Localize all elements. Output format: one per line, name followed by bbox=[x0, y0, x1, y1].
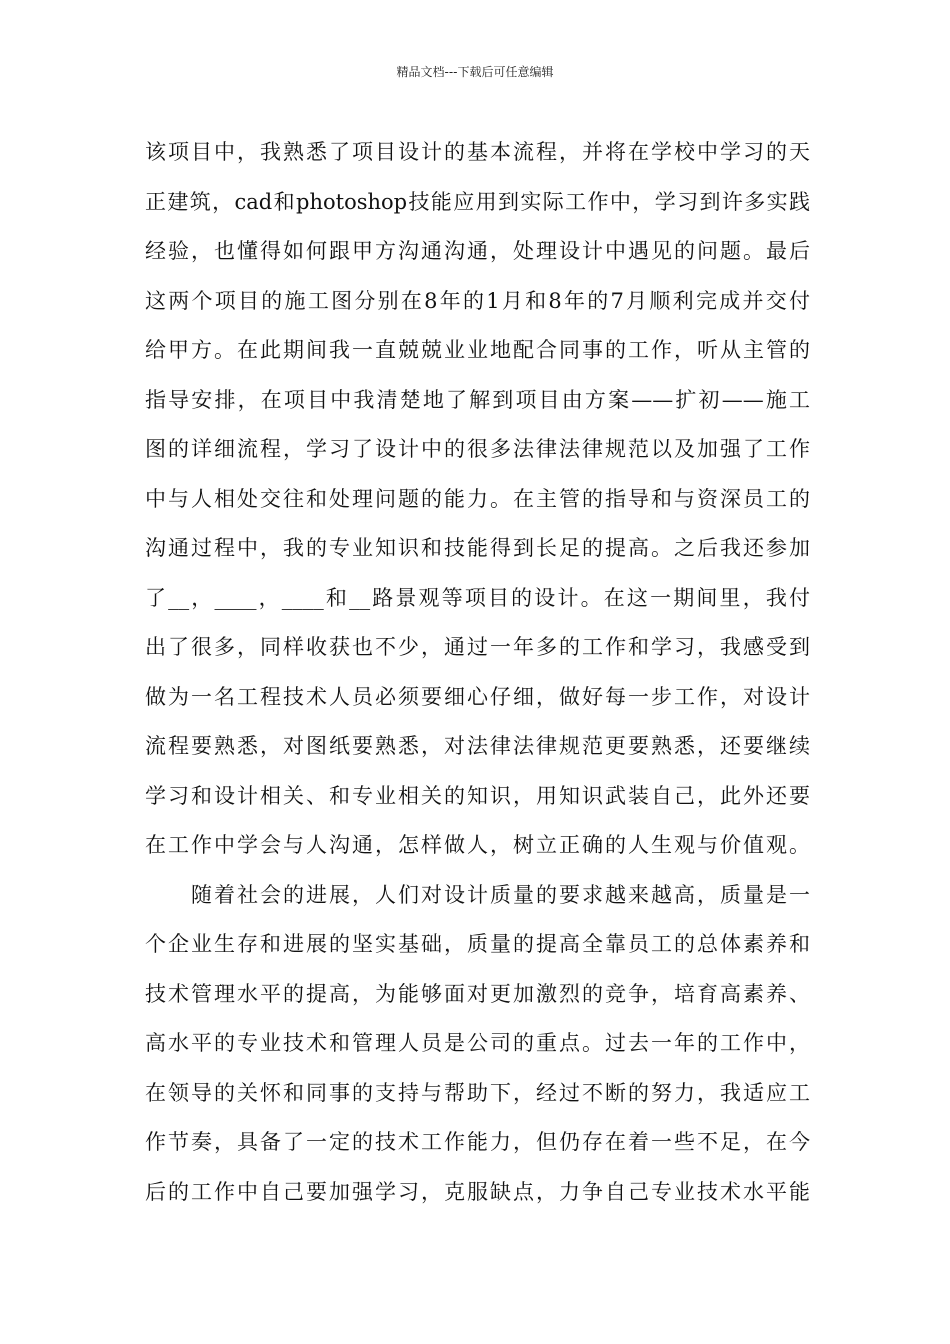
text-line: 给甲方。在此期间我一直兢兢业业地配合同事的工作，听从主管的 bbox=[145, 338, 810, 362]
text-line: 经验，也懂得如何跟甲方沟通沟通，处理设计中遇见的问题。最后 bbox=[145, 239, 810, 263]
text-line: 学习和设计相关、和专业相关的知识，用知识武装自己，此外还要 bbox=[145, 783, 810, 808]
paragraph-2 bbox=[145, 871, 810, 1218]
text-line: 图的详细流程，学习了设计中的很多法律法律规范以及加强了工作 bbox=[145, 437, 810, 461]
text-line: 沟通过程中，我的专业知识和技能得到长足的提高。之后我还参加 bbox=[145, 536, 810, 560]
text-line: 该项目中，我熟悉了项目设计的基本流程，并将在学校中学习的天 bbox=[145, 140, 810, 164]
text-line: 了__，____，____和__路景观等项目的设计。在这一期间里，我付 bbox=[145, 585, 810, 610]
text-line: 技术管理水平的提高，为能够面对更加激烈的竞争，培育高素养、 bbox=[145, 981, 810, 1006]
text-line: 正建筑，cad和photoshop技能应用到实际工作中，学习到许多实践 bbox=[145, 189, 810, 214]
text-line: 高水平的专业技术和管理人员是公司的重点。过去一年的工作中， bbox=[145, 1031, 810, 1055]
text-line: 个企业生存和进展的坚实基础，质量的提高全靠员工的总体素养和 bbox=[145, 932, 810, 956]
page-header: 精品文档---下载后可任意编辑 bbox=[396, 65, 554, 79]
text-line: 随着社会的进展，人们对设计质量的要求越来越高，质量是一 bbox=[191, 882, 810, 907]
text-line: 这两个项目的施工图分别在8年的1月和8年的7月顺利完成并交付 bbox=[145, 288, 810, 313]
text-line: 中与人相处交往和处理问题的能力。在主管的指导和与资深员工的 bbox=[145, 486, 810, 511]
document-body bbox=[145, 128, 810, 1217]
paragraph-1 bbox=[145, 128, 810, 871]
text-line: 作节奏，具备了一定的技术工作能力，但仍存在着一些不足，在今 bbox=[145, 1130, 810, 1154]
text-line: 后的工作中自己要加强学习，克服缺点，力争自己专业技术水平能 bbox=[145, 1179, 810, 1204]
text-line: 在工作中学会与人沟通，怎样做人，树立正确的人生观与价值观。 bbox=[145, 833, 810, 857]
text-line: 出了很多，同样收获也不少，通过一年多的工作和学习，我感受到 bbox=[145, 635, 810, 659]
text-line: 流程要熟悉，对图纸要熟悉，对法律法律规范更要熟悉，还要继续 bbox=[145, 734, 810, 758]
text-line: 指导安排，在项目中我清楚地了解到项目由方案——扩初——施工 bbox=[145, 387, 810, 412]
text-line: 做为一名工程技术人员必须要细心仔细，做好每一步工作，对设计 bbox=[145, 684, 810, 709]
text-line: 在领导的关怀和同事的支持与帮助下，经过不断的努力，我适应工 bbox=[145, 1080, 810, 1105]
